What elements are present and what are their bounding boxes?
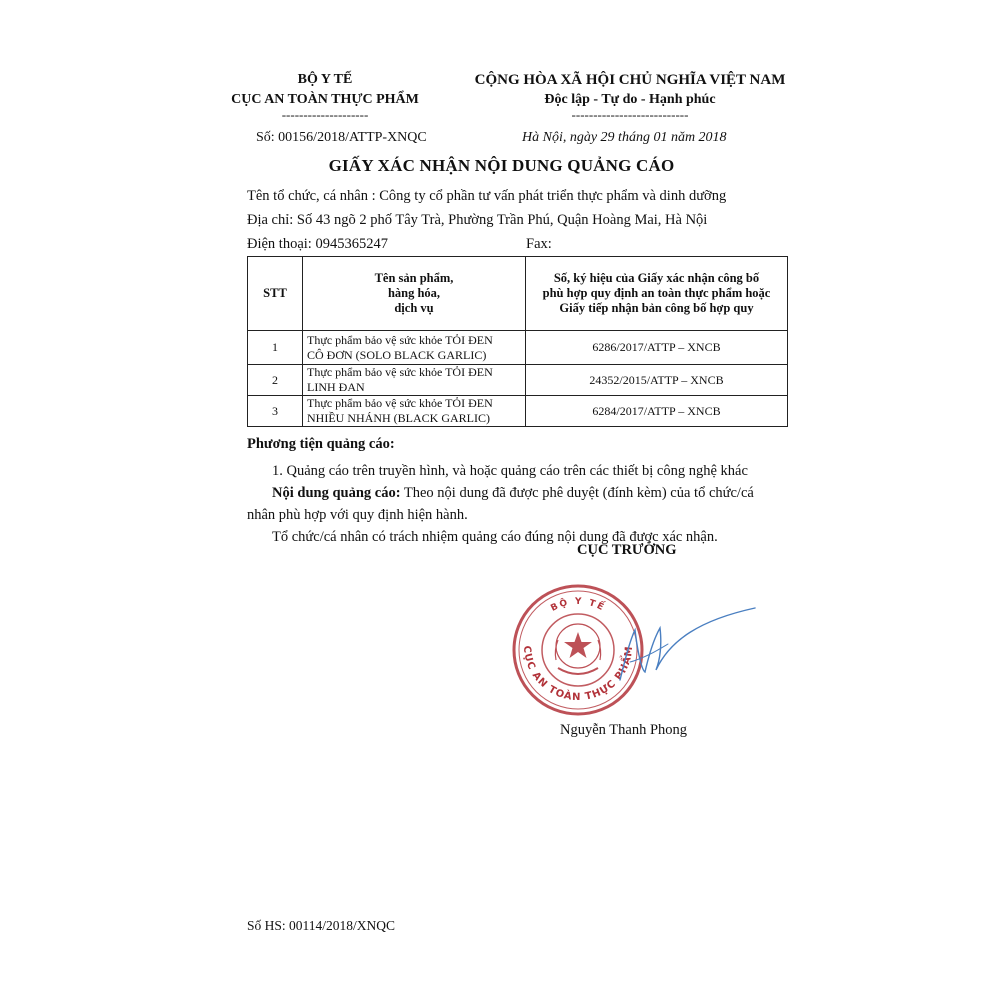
product-table — [247, 256, 788, 427]
issuer-block — [220, 70, 430, 120]
seal-top-text: BỘ Y TẾ — [549, 596, 607, 614]
content-paragraph — [247, 482, 792, 526]
header-product-name: Tên sản phẩm, hàng hóa, dịch vụ — [303, 257, 526, 331]
national-motto: Độc lập - Tự do - Hạnh phúc — [544, 92, 716, 107]
table-row — [248, 331, 788, 365]
content-label: Nội dung quảng cáo: — [272, 485, 401, 501]
content-text: Theo nội dung đã được phê duyệt (đính kèm) của tổ chức/cá — [400, 485, 754, 501]
media-item: 1. Quảng cáo trên truyền hình, và hoặc quảng cáo trên các thiết bị công nghệ khác — [272, 463, 748, 479]
row-certificate-number: 6286/2017/ATTP – XNCB — [526, 331, 788, 365]
row-product-name: Thực phẩm bảo vệ sức khỏe TỎI ĐEN NHIỀU NHÁNH (BLACK GARLIC) — [303, 396, 526, 427]
row-stt: 1 — [248, 331, 303, 365]
country-name: CỘNG HÒA XÃ HỘI CHỦ NGHĨA VIỆT NAM — [474, 72, 786, 88]
phone-line: Điện thoại: 0945365247 — [247, 236, 388, 252]
signatory-name: Nguyễn Thanh Phong — [560, 722, 688, 738]
row-stt: 3 — [248, 396, 303, 427]
ministry-name: BỘ Y TẾ — [297, 72, 353, 87]
document-title: GIẤY XÁC NHẬN NỘI DUNG QUẢNG CÁO — [328, 156, 675, 175]
row-product-name: Thực phẩm bảo vệ sức khỏe TỎI ĐEN LINH ĐAN — [303, 365, 526, 396]
issuer-divider: -------------------- — [281, 107, 369, 122]
table-row — [248, 365, 788, 396]
row-certificate-number: 6284/2017/ATTP – XNCB — [526, 396, 788, 427]
fax-line: Fax: — [526, 236, 552, 252]
document-date: Hà Nội, ngày 29 tháng 01 năm 2018 — [522, 130, 727, 145]
national-motto-block — [470, 70, 790, 120]
seal-ring-text: CỤC AN TOÀN THỰC PHẨM — [520, 645, 636, 704]
row-stt: 2 — [248, 365, 303, 396]
dossier-number: Số HS: 00114/2018/XNQC — [247, 918, 396, 933]
agency-name: CỤC AN TOÀN THỰC PHẨM — [231, 92, 419, 107]
address-line: Địa chỉ: Số 43 ngõ 2 phố Tây Trà, Phường Trần Phú, Quận Hoàng Mai, Hà Nội — [247, 212, 708, 228]
signatory-title: CỤC TRƯỞNG — [577, 542, 677, 558]
media-heading: Phương tiện quảng cáo: — [247, 436, 395, 452]
header-certificate-number: Số, ký hiệu của Giấy xác nhận công bố phù hợp quy định an toàn thực phẩm hoặc Giấy tiếp nhận bản công bố hợp quy — [526, 257, 788, 331]
handwritten-signature — [590, 600, 760, 690]
organization-line: Tên tổ chức, cá nhân : Công ty cổ phần tư vấn phát triển thực phẩm và dinh dưỡng — [247, 188, 727, 204]
table-row — [248, 396, 788, 427]
responsibility-line: Tổ chức/cá nhân có trách nhiệm quảng cáo đúng nội dung đã được xác nhận. — [272, 529, 718, 545]
document-number: Số: 00156/2018/ATTP-XNQC — [256, 130, 427, 145]
content-text-continued: nhân phù hợp với quy định hiện hành. — [247, 507, 468, 523]
table-header-row — [248, 257, 788, 331]
header-stt: STT — [248, 257, 303, 331]
row-product-name: Thực phẩm bảo vệ sức khỏe TỎI ĐEN CÔ ĐƠN (SOLO BLACK GARLIC) — [303, 331, 526, 365]
row-certificate-number: 24352/2015/ATTP – XNCB — [526, 365, 788, 396]
motto-divider: --------------------------- — [571, 107, 689, 122]
